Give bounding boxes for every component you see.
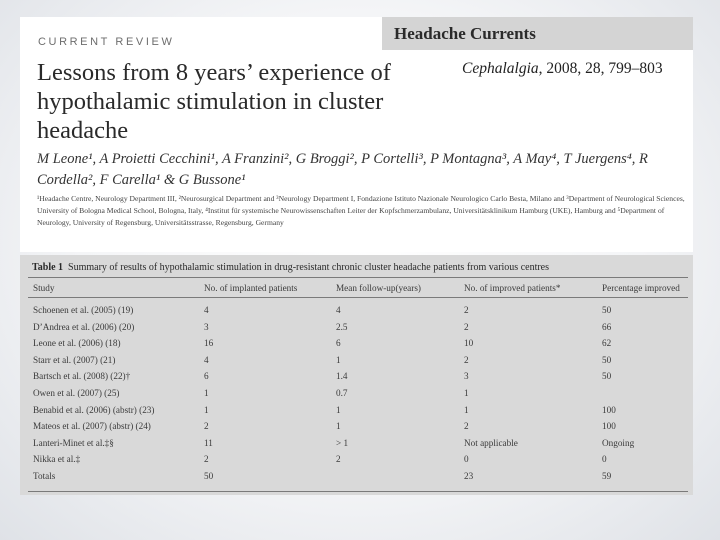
table-cell-follow-up: 6 [336, 338, 341, 349]
column-header-improved: No. of improved patients* [464, 283, 561, 293]
citation-details: , 2008, 28, 799–803 [538, 60, 663, 77]
table-cell-improved: 1 [464, 404, 469, 415]
table-cell-implanted: 2 [204, 421, 209, 432]
table-cell-implanted: 4 [204, 354, 209, 365]
table-cell-follow-up: 0.7 [336, 388, 348, 398]
table-cell-implanted: 11 [204, 437, 213, 448]
table-cell-improved: 1 [464, 388, 469, 398]
table-cell-improved: Not applicable [464, 437, 518, 448]
table-cell-percentage: 0 [602, 454, 607, 465]
table-cell-implanted: 3 [204, 321, 209, 332]
citation [462, 60, 663, 78]
table-top-rule [28, 277, 688, 278]
author-list: M Leone¹, A Proietti Cecchini¹, A Franzini², G Broggi², P Cortelli³, P Montagna³, A May⁴, T Juergens⁴, R Cordella², F Carella¹ & G Bussone¹ [37, 151, 648, 188]
table-bottom-rule [28, 491, 688, 492]
table-cell-improved: 23 [464, 471, 474, 481]
table-cell-implanted: 50 [204, 471, 214, 481]
table-cell-percentage: Ongoing [602, 437, 635, 448]
table-cell-follow-up: 1 [336, 421, 341, 432]
table-cell-implanted: 6 [204, 371, 209, 382]
article-title: Lessons from 8 years’ experience of hypothalamic stimulation in cluster headache [37, 59, 391, 144]
journal-name: Headache Currents [394, 24, 536, 43]
table-cell-follow-up: 2 [336, 454, 341, 465]
table-cell-study: Owen et al. (2007) (25) [33, 388, 120, 398]
table-cell-study: Bartsch et al. (2008) (22)† [33, 371, 131, 382]
table-caption-text: Summary of results of hypothalamic stimulation in drug-resistant chronic cluster headache patients from various centres [68, 262, 550, 273]
table-cell-follow-up: 2.5 [336, 321, 348, 332]
table-cell-study: Leone et al. (2006) (18) [33, 338, 121, 349]
table-cell-follow-up: > 1 [336, 437, 349, 448]
table-cell-percentage: 59 [602, 471, 612, 481]
review-label: CURRENT REVIEW [38, 36, 175, 48]
table-cell-study: Lanteri-Minet et al.‡§ [33, 437, 114, 448]
table-cell-percentage: 66 [602, 321, 612, 332]
table-cell-percentage: 62 [602, 338, 612, 349]
table-cell-implanted: 1 [204, 404, 209, 415]
table-cell-follow-up: 4 [336, 305, 341, 315]
table-caption [32, 262, 687, 273]
table-header-rule [28, 297, 688, 298]
column-header-implanted: No. of implanted patients [204, 283, 298, 293]
table-cell-improved: 2 [464, 421, 469, 432]
table-cell-study: Schoenen et al. (2005) (19) [33, 305, 134, 315]
table-cell-implanted: 1 [204, 388, 209, 398]
table-cell-percentage: 100 [602, 404, 616, 415]
table-cell-follow-up: 1 [336, 404, 341, 415]
column-header-percentage: Percentage improved [602, 283, 680, 293]
table-cell-study: Benabid et al. (2006) (abstr) (23) [33, 404, 155, 415]
table-cell-percentage: 50 [602, 354, 612, 365]
citation-journal: Cephalalgia [462, 60, 539, 77]
table-cell-follow-up: 1 [336, 354, 341, 365]
affiliations: ¹Headache Centre, Neurology Department III, ²Neurosurgical Department and ³Neurology Department I, Fondazione Istituto Nazionale Neurologico Carlo Besta, Milano and ³Department of Neurological Sciences, University of Bologna Medical School, Bologna, Italy, ⁴Institut für systemische Neurowissenschaften Leiter der Kopfschmerzambulanz, Universitätsklinikum Hamburg (UKE), Hamburg and ⁵Department of Neurology, University of Regensburg, Universitätsstrasse, Regensburg, Germany [37, 194, 685, 227]
table-cell-improved: 2 [464, 354, 469, 365]
table-cell-follow-up: 1.4 [336, 371, 348, 382]
table-cell-implanted: 2 [204, 454, 209, 465]
column-header-follow-up: Mean follow-up(years) [336, 283, 421, 293]
table-cell-percentage: 50 [602, 305, 612, 315]
column-header-study: Study [33, 283, 55, 293]
table-cell-improved: 2 [464, 321, 469, 332]
table-cell-percentage: 100 [602, 421, 616, 432]
table-cell-implanted: 16 [204, 338, 214, 349]
table-cell-study: Starr et al. (2007) (21) [33, 354, 116, 365]
table-cell-study: Nikka et al.‡ [33, 454, 81, 465]
table-cell-implanted: 4 [204, 305, 209, 315]
table-cell-improved: 3 [464, 371, 469, 382]
table-cell-improved: 0 [464, 454, 469, 465]
table-label: Table 1 [32, 262, 64, 273]
table-cell-study: Mateos et al. (2007) (abstr) (24) [33, 421, 151, 432]
table-cell-improved: 10 [464, 338, 474, 349]
table-cell-study: D’Andrea et al. (2006) (20) [33, 321, 135, 332]
table-cell-percentage: 50 [602, 371, 612, 382]
table-cell-study: Totals [33, 471, 56, 481]
table-cell-improved: 2 [464, 305, 469, 315]
